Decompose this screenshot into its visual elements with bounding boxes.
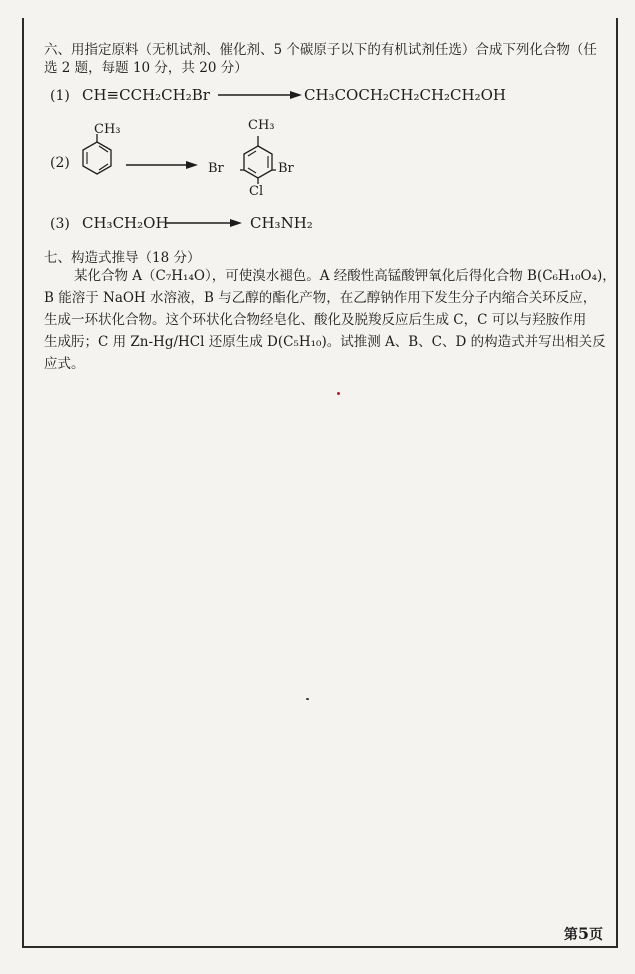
problem2-arrow [126,160,198,170]
problem1-product: CH₃COCH₂CH₂CH₂CH₂OH [304,86,507,104]
section7-line5: 应式。 [44,356,85,372]
section6-heading-line1: 六、用指定原料（无机试剂、催化剂、5 个碳原子以下的有机试剂任选）合成下列化合物（任 [44,42,597,58]
page-footer [564,924,603,944]
problem1-number: (1) [50,88,70,104]
speck [337,392,340,395]
speck [306,698,309,700]
product2-right-br: Br [278,161,294,176]
problem1-arrow [218,90,302,100]
product2-left-br: Br [208,161,224,176]
footer-page-number: 5 [577,924,589,943]
footer-prefix: 第 [563,927,578,943]
section6-heading-line2: 选 2 题，每题 10 分，共 20 分） [44,60,248,76]
problem2-number: (2) [50,155,70,171]
problem1-reactant: CH≡CCH₂CH₂Br [82,86,210,104]
problem3-product: CH₃NH₂ [250,214,313,232]
product2-cl: Cl [249,184,264,199]
problem3-arrow [166,218,242,228]
section7-heading: 七、构造式推导（18 分） [44,250,201,266]
toluene-methyl-label: CH₃ [94,122,121,137]
footer-suffix: 页 [589,927,603,943]
problem3-reactant: CH₃CH₂OH [82,214,169,232]
section7-line1: 某化合物 A（C₇H₁₄O），可使溴水褪色。A 经酸性高锰酸钾氧化后得化合物 B(C₆H₁₀O₄)， [74,268,616,284]
section7-line2: B 能溶于 NaOH 水溶液，B 与乙醇的酯化产物，在乙醇钠作用下发生分子内缩合关环反应， [44,290,597,306]
section7-line3: 生成一环状化合物。这个环状化合物经皂化、酸化及脱羧反应后生成 C，C 可以与羟胺作用 [44,312,587,328]
problem3-number: (3) [50,216,70,232]
product2-methyl-label: CH₃ [248,118,275,133]
section7-line4: 生成肟；C 用 Zn-Hg/HCl 还原生成 D(C₅H₁₀)。试推测 A、B、C、D 的构造式并写出相关反 [44,334,606,350]
